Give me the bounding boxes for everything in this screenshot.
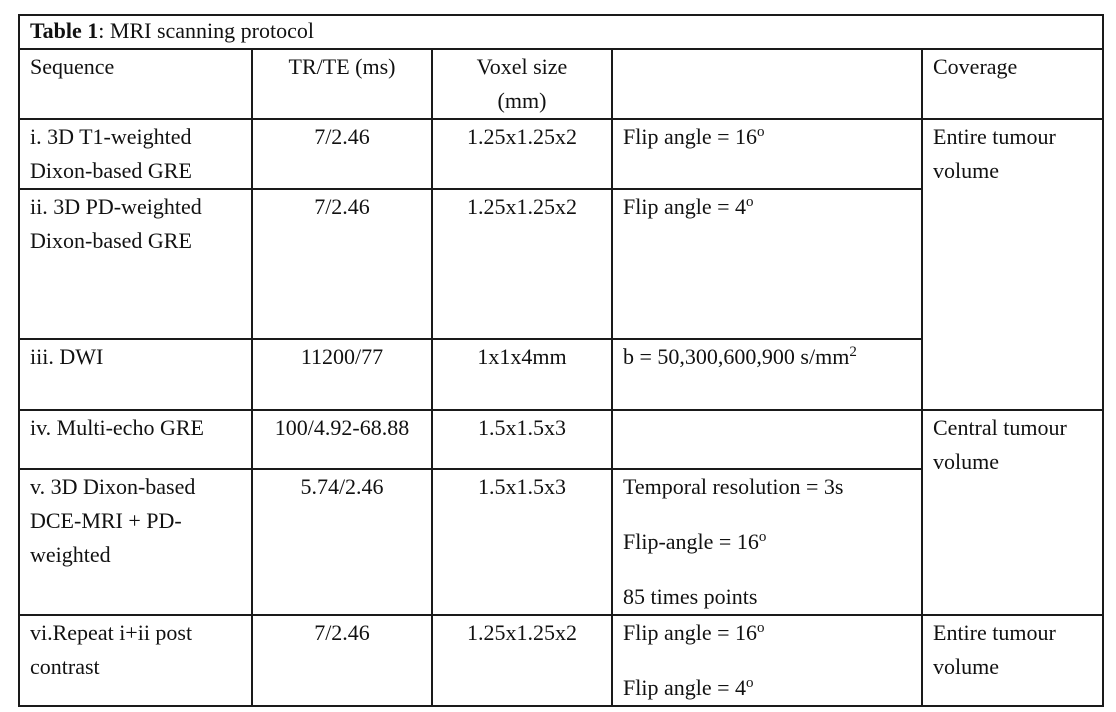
header-tr-te: TR/TE (ms) <box>252 49 432 119</box>
row-voxel-size: 1.5x1.5x3 <box>432 410 612 469</box>
row-params: b = 50,300,600,900 $s/mm^2$ <box>612 339 922 410</box>
coverage-entire-tumour: Entire tumour volume <box>922 119 1103 410</box>
row-tr-te: 7/2.46 <box>252 189 432 339</box>
row-tr-te: 5.74/2.46 <box>252 469 432 615</box>
header-sequence: Sequence <box>19 49 252 119</box>
row-tr-te: 100/4.92-68.88 <box>252 410 432 469</box>
row-voxel-size: 1x1x4mm <box>432 339 612 410</box>
header-coverage: Coverage <box>922 49 1103 119</box>
row-sequence: iii. DWI <box>19 339 252 410</box>
table-caption-label: Table 1 <box>30 18 99 43</box>
mri-protocol-table <box>18 14 1104 707</box>
row-tr-te: 7/2.46 <box>252 615 432 706</box>
row-voxel-size: 1.25x1.25x2 <box>432 119 612 189</box>
row-voxel-size: 1.25x1.25x2 <box>432 189 612 339</box>
table-caption <box>19 15 1103 49</box>
row-sequence: iv. Multi-echo GRE <box>19 410 252 469</box>
row-params: Temporal resolution = 3s Flip-angle = $16^o$ 85 times points <box>612 469 922 615</box>
row-sequence: vi.Repeat i+ii post contrast <box>19 615 252 706</box>
row-voxel-size: 1.25x1.25x2 <box>432 615 612 706</box>
row-params <box>612 410 922 469</box>
row-voxel-size: 1.5x1.5x3 <box>432 469 612 615</box>
table-row <box>19 119 1103 189</box>
header-voxel-size: Voxel size (mm) <box>432 49 612 119</box>
table-row <box>19 615 1103 706</box>
row-coverage: Entire tumour volume <box>922 615 1103 706</box>
header-params <box>612 49 922 119</box>
row-sequence: ii. 3D PD-weighted Dixon-based GRE <box>19 189 252 339</box>
row-params: Flip angle = $4^o$ <box>612 189 922 339</box>
row-params: Flip angle = $16^o$ <box>612 119 922 189</box>
coverage-central-tumour: Central tumour volume <box>922 410 1103 615</box>
table-caption-separator: : <box>98 18 105 43</box>
row-tr-te: 7/2.46 <box>252 119 432 189</box>
table-caption-row <box>19 15 1103 49</box>
table-row <box>19 410 1103 469</box>
row-sequence: v. 3D Dixon-based DCE-MRI + PD- weighted <box>19 469 252 615</box>
row-params: Flip angle = $16^o$ Flip angle = $4^o$ <box>612 615 922 706</box>
row-sequence: i. 3D T1-weighted Dixon-based GRE <box>19 119 252 189</box>
table-caption-title: MRI scanning protocol <box>109 18 314 43</box>
row-tr-te: 11200/77 <box>252 339 432 410</box>
table-header-row <box>19 49 1103 119</box>
